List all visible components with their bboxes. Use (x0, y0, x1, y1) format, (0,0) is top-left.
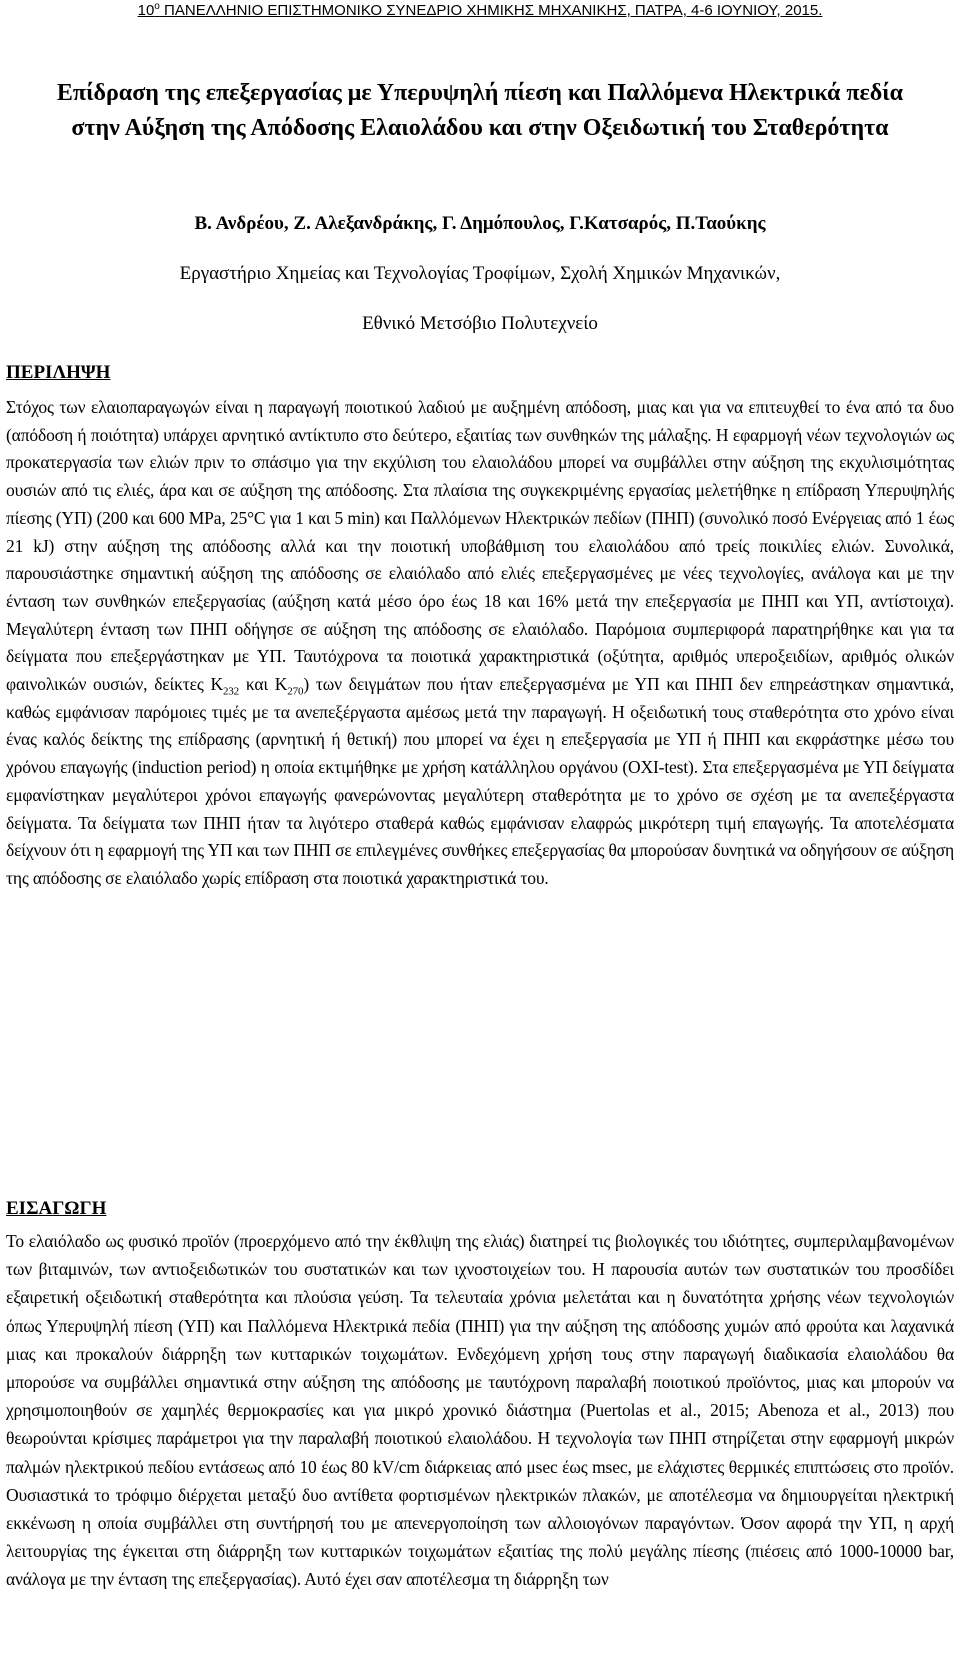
affiliation-line-2: Εθνικό Μετσόβιο Πολυτεχνείο (362, 313, 598, 334)
conference-name: ΠΑΝΕΛΛΗΝΙΟ ΕΠΙΣΤΗΜΟΝΙΚΟ ΣΥΝΕΔΡΙΟ ΧΗΜΙΚΗΣ ΜΗΧΑΝΙΚΗΣ, ΠΑΤΡΑ, 4-6 ΙΟΥΝΙΟΥ, 2015. (159, 2, 823, 19)
affiliation-line-1: Εργαστήριο Χημείας και Τεχνολογίας Τροφίμων, Σχολή Χημικών Μηχανικών, (179, 263, 781, 284)
abstract-heading: ΠΕΡΙΛΗΨΗ (6, 362, 111, 383)
conference-ordinal-suffix: ο (154, 1, 160, 12)
conference-ordinal: 10 (137, 2, 155, 19)
paper-title: Επίδραση της επεξεργασίας με Υπερυψηλή πίεση και Παλλόμενα Ηλεκτρικά πεδία στην Αύξηση της Απόδοσης Ελαιολάδου και στην Οξειδωτική του Σταθερότητα (56, 80, 904, 141)
abstract-body (6, 394, 954, 893)
conference-header (0, 0, 960, 22)
abstract-text-part-1: Στόχος των ελαιοπαραγωγών είναι η παραγωγή ποιοτικού λαδιού με αυξημένη απόδοση, μιας και για να επιτευχθεί το ένα από τα δυο (απόδοση ή ποιότητα) υπάρχει αρνητικό αντίκτυπο στο δεύτερο, εξαιτίας των συνθηκών της μάλαξης. Η εφαρμογή νέων τεχνολογιών ως προκατεργασία των ελιών πριν το σπάσιμο για την εκχύλιση του ελαιολάδου μπορεί να συμβάλλει στην αύξηση της εκχυλισιμότητας ουσιών από τις ελιές, άρα και σε αύξηση της απόδοσης. Στα πλαίσια της συγκεκριμένης εργασίας μελετήθηκε η επίδραση Υπερυψηλής πίεσης (ΥΠ) (200 και 600 MPa, 25°C για 1 και 5 min) και Παλλόμενων Ηλεκτρικών πεδίων (ΠΗΠ) (συνολικό ποσό Ενέργειας από 1 έως 21 kJ) στην αύξηση της απόδοσης αλλά και την ποιοτική υποβάθμιση του ελαιολάδου από τρείς ποικιλίες ελιών. Συνολικά, παρουσιάστηκε σημαντική αύξηση της απόδοσης σε ελαιόλαδο από ελιές επεξεργασμένες με νέες τεχνολογίες, ανάλογα και με την ένταση των συνθηκών επεξεργασίας (αύξηση κατά μέσο όρο έως 18 και 16% μετά την επεξεργασία με ΠΗΠ και ΥΠ, αντίστοιχα). Μεγαλύτερη ένταση των ΠΗΠ οδήγησε σε αύξηση της απόδοσης σε ελαιόλαδο. Παρόμοια συμπεριφορά παρατηρήθηκε και για τα δείγματα που επεξεργάστηκαν με ΥΠ. Ταυτόχρονα τα ποιοτικά χαρακτηριστικά (οξύτητα, αριθμός υπεροξειδίων, αριθμός ολικών φαινολικών ουσιών, δείκτες K (6, 397, 954, 695)
paper-authors: Β. Ανδρέου, Ζ. Αλεξανδράκης, Γ. Δημόπουλος, Γ.Κατσαρός, Π.Ταούκης (194, 213, 766, 234)
k232-subscript: 232 (222, 685, 239, 698)
k270-subscript: 270 (287, 685, 304, 698)
abstract-text-part-3: ) των δειγμάτων που ήταν επεξεργασμένα με ΥΠ και ΠΗΠ δεν επηρεάστηκαν σημαντικά, καθώς εμφάνισαν παρόμοιες τιμές με τα ανεπεξέργαστα αμέσως μετά την παραγωγή. Η οξειδωτική τους σταθερότητα στο χρόνο είναι ένας καλός δείκτης της επίδρασης (αρνητική ή θετική) που μπορεί να έχει η επεξεργασία με ΥΠ ή ΠΗΠ και εκφράστηκε μέσω του χρόνου επαγωγής (induction period) η οποία εκτιμήθηκε με χρήση κατάλληλου οργάνου (OXI-test). Στα επεξεργασμένα με ΥΠ δείγματα εμφανίστηκαν μεγαλύτεροι χρόνοι επαγωγής φανερώνοντας μεγαλύτερη σταθερότητα με το χρόνο σε σχέση με τα ανεπεξέργαστα δείγματα. Τα δείγματα των ΠΗΠ ήταν τα λιγότερο σταθερά καθώς εμφάνισαν ελαφρώς μικρότερη τιμή επαγωγής. Τα αποτελέσματα δείχνουν ότι η εφαρμογή της ΥΠ και των ΠΗΠ σε επιλεγμένες συνθήκες επεξεργασίας θα μπορούσαν δυνητικά να οδηγήσουν σε αύξηση της απόδοσης σε ελαιόλαδο χωρίς επίδραση στα ποιοτικά χαρακτηριστικά του. (6, 674, 954, 888)
abstract-text-part-2: και K (239, 674, 288, 695)
introduction-heading: ΕΙΣΑΓΩΓΗ (6, 1198, 107, 1219)
introduction-body: Το ελαιόλαδο ως φυσικό προϊόν (προερχόμενο από την έκθλιψη της ελιάς) διατηρεί τις βιολογικές του ιδιότητες, συμπεριλαμβανομένων των βιταμινών, των αντιοξειδωτικών του συστατικών και των ιχνοστοιχείων του. Η παρουσία αυτών των συστατικών του προσδίδει εξαιρετική οξειδωτική σταθερότητα και πλούσια γεύση. Τα τελευταία χρόνια μελετάται και η δυνατότητα χρήσης νέων τεχνολογιών όπως Υπερυψηλή πίεση (ΥΠ) και Παλλόμενα Ηλεκτρικά πεδία (ΠΗΠ) για την αύξηση της απόδοσης χυμών από φρούτα και λαχανικά μιας και προκαλούν διάρρηξη των κυτταρικών τοιχωμάτων. Ενδεχόμενη χρήση τους στην παραγωγή διαδικασία ελαιολάδου θα μπορούσε να συμβάλλει σημαντικά στην αύξηση της απόδοσης με ταυτόχρονη παραλαβή ποιοτικού προϊόντος, μιας και μπορούν να χρησιμοποιηθούν σε χαμηλές θερμοκρασίες και για μικρό χρονικό διάστημα (Puertolas et al., 2015; Abenoza et al., 2013) που θεωρούνται κρίσιμες παράμετροι για την παραλαβή ποιοτικού ελαιολάδου. Η τεχνολογία των ΠΗΠ στηρίζεται στην εφαρμογή μικρών παλμών ηλεκτρικού πεδίου εντάσεως από 10 έως 80 kV/cm διάρκειας από μsec έως msec, με ελάχιστες θερμικές επιπτώσεις στο προϊόν. Ουσιαστικά το τρόφιμο διέρχεται μεταξύ δυο αντίθετα φορτισμένων ηλεκτρικών πλακών, με αποτέλεσμα να δημιουργείται ηλεκτρική εκκένωση η οποία συμβάλλει στη συντήρησή του με απενεργοποίηση των αλλοιογόνων παραγόντων. Όσον αφορά την ΥΠ, η αρχή λειτουργίας της έγκειται στη διάρρηξη των κυτταρικών τοιχωμάτων εξαιτίας της πολύ μεγάλης πίεσης (πιέσεις από 1000-10000 bar, ανάλογα με την ένταση της επεξεργασίας). Αυτό έχει σαν αποτέλεσμα τη διάρρηξη των (6, 1231, 954, 1590)
